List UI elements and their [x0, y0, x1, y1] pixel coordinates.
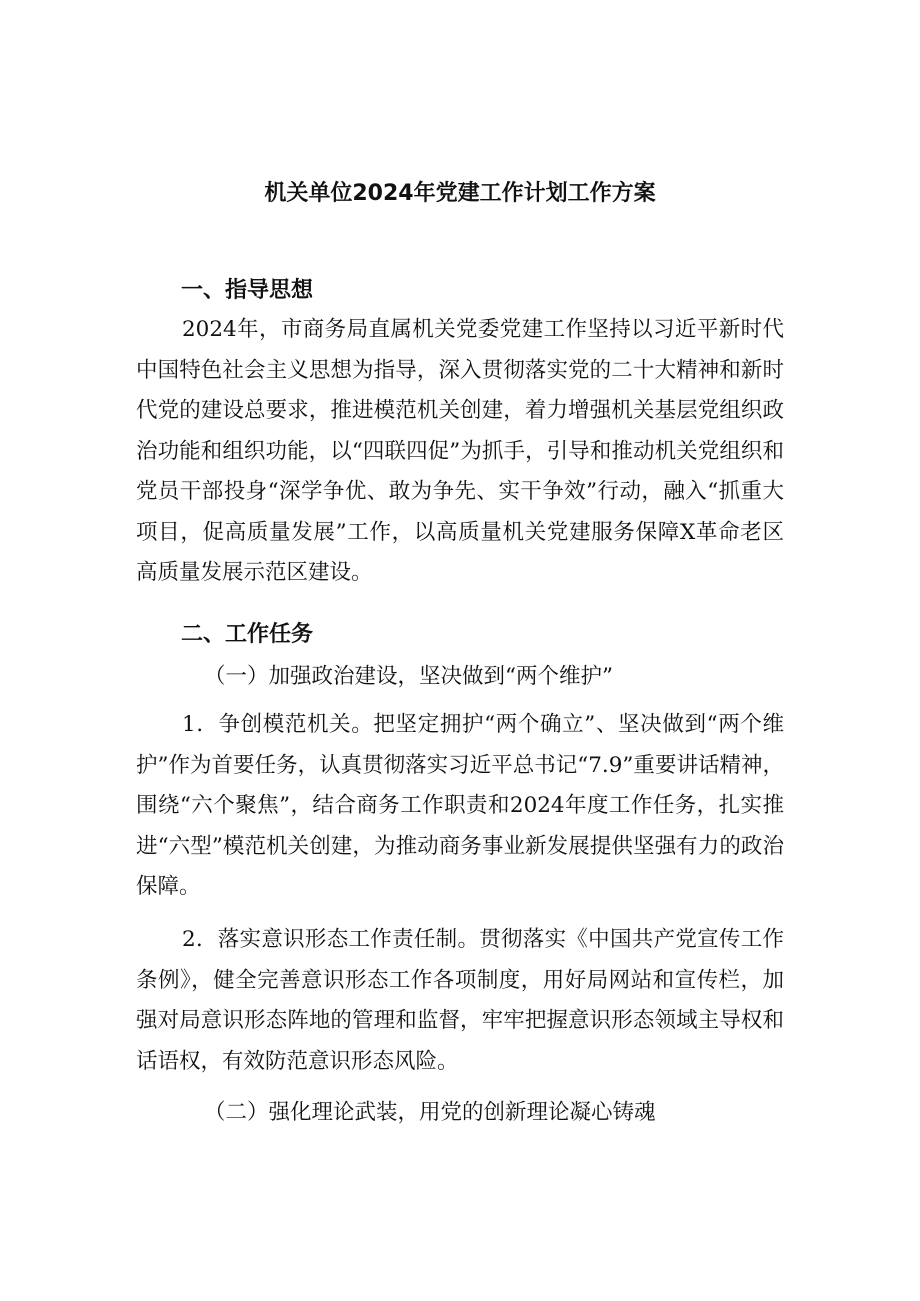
task-item-ideology-responsibility: 2．落实意识形态工作责任制。贯彻落实《中国共产党宣传工作条例》，健全完善意识形态工作各项制度，用好局网站和宣传栏，加强对局意识形态阵地的管理和监督，牢牢把握意识形态领域主导权和话语权，有效防范意识形态风险。 — [136, 927, 784, 1074]
section-heading-work-tasks: 二、工作任务 — [181, 622, 314, 647]
subsection-heading-political-construction: （一）加强政治建设，坚决做到“两个维护” — [204, 664, 613, 689]
task-item-model-organ: 1．争创模范机关。把坚定拥护“两个确立”、坚决做到“两个维护”作为首要任务，认真贯彻落实习近平总书记“7.9”重要讲话精神，围绕“六个聚焦”，结合商务工作职责和2024年度工作任务，扎实推进“六型”模范机关创建，为推动商务事业新发展提供坚强有力的政治保障。 — [136, 712, 784, 899]
subsection-heading-theory-armament: （二）强化理论武装，用党的创新理论凝心铸魂 — [204, 1100, 656, 1125]
guiding-ideology-paragraph: 2024年，市商务局直属机关党委党建工作坚持以习近平新时代中国特色社会主义思想为指导，深入贯彻落实党的二十大精神和新时代党的建设总要求，推进模范机关创建，着力增强机关基层党组织政治功能和组织功能，以“四联四促”为抓手，引导和推动机关党组织和党员干部投身“深学争优、敢为争先、实干争效”行动，融入“抓重大项目，促高质量发展”工作，以高质量机关党建服务保障X革命老区高质量发展示范区建设。 — [136, 317, 784, 585]
section-heading-guiding-ideology: 一、指导思想 — [181, 278, 314, 303]
document-title: 机关单位2024年党建工作计划工作方案 — [264, 181, 656, 206]
